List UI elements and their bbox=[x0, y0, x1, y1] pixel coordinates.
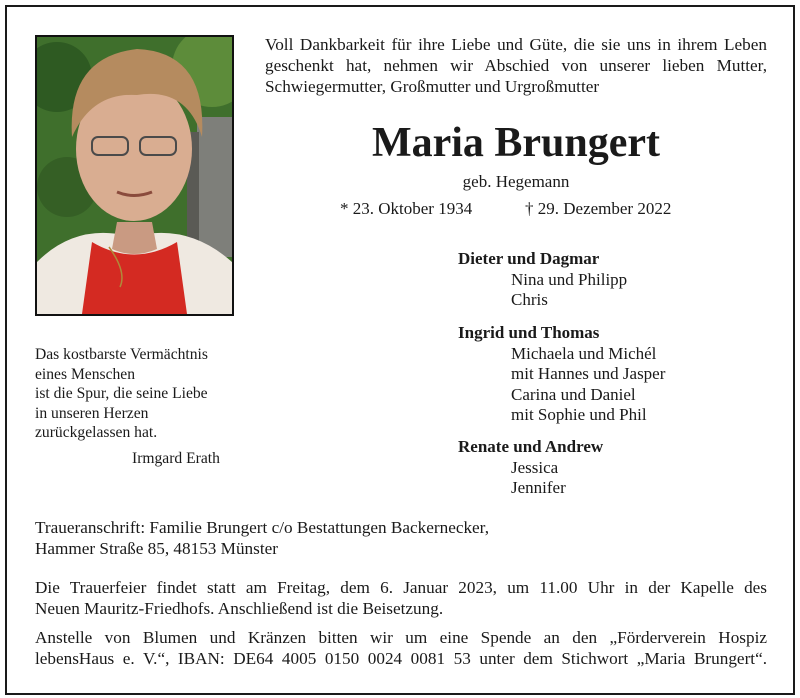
donation-info bbox=[35, 627, 767, 669]
portrait-photo bbox=[35, 35, 234, 316]
family-member: Jessica bbox=[511, 457, 559, 477]
family-member: Jennifer bbox=[511, 478, 566, 497]
address-line: Hammer Straße 85, 48153 Münster bbox=[35, 539, 278, 558]
mourning-address bbox=[35, 517, 767, 559]
family-group bbox=[458, 437, 603, 499]
family-member: Carina und Daniel bbox=[511, 384, 636, 404]
address-line: Traueranschrift: Familie Brungert c/o Bestattungen Backernecker, bbox=[35, 518, 489, 537]
ceremony-info bbox=[35, 577, 767, 619]
family-head: Dieter und Dagmar bbox=[458, 249, 600, 268]
deceased-name: Maria Brungert bbox=[371, 120, 661, 166]
family-member: Michaela und Michél bbox=[511, 343, 657, 363]
quote-line: in unseren Herzen bbox=[35, 404, 149, 422]
quote-line: ist die Spur, die seine Liebe bbox=[35, 385, 208, 402]
family-member: Chris bbox=[511, 290, 548, 309]
family-group bbox=[458, 323, 665, 426]
ceremony-line: Die Trauerfeier findet statt am Freitag, dem 6. Januar 2023, um 11.00 Uhr in der Kapelle des bbox=[35, 578, 767, 597]
donation-line: Anstelle von Blumen und Kränzen bitten wir um eine Spende an den „Förderverein Hospiz bbox=[35, 628, 767, 647]
family-member: mit Hannes und Jasper bbox=[511, 364, 666, 383]
memorial-quote bbox=[35, 345, 208, 443]
quote-line: eines Menschen bbox=[35, 365, 136, 383]
family-member: mit Sophie und Phil bbox=[511, 405, 647, 424]
intro-text: Voll Dankbarkeit für ihre Liebe und Güte, die sie uns in ihrem Leben geschenkt hat, nehmen wir Abschied von unserer lieben Mutter, Schwiegermutter, Großmutter und Urgroßmutter bbox=[265, 35, 767, 96]
quote-line: Das kostbarste Vermächtnis bbox=[35, 346, 208, 363]
quote-line: zurückgelassen hat. bbox=[35, 424, 158, 441]
family-group bbox=[458, 249, 627, 311]
donation-line: lebensHaus e. V.“, IBAN: DE64 4005 0150 0024 0081 53 unter dem Stichwort „Maria Brungert“. bbox=[35, 649, 767, 668]
ceremony-line: Neuen Mauritz-Friedhofs. Anschließend ist die Beisetzung. bbox=[35, 599, 444, 618]
birth-date: * 23. Oktober 1934 bbox=[340, 199, 473, 218]
family-member: Nina und Philipp bbox=[511, 269, 628, 289]
death-date: † 29. Dezember 2022 bbox=[525, 199, 672, 218]
quote-author: Irmgard Erath bbox=[132, 450, 220, 467]
maiden-name: geb. Hegemann bbox=[462, 172, 570, 191]
family-head: Ingrid und Thomas bbox=[458, 323, 600, 342]
family-head: Renate und Andrew bbox=[458, 437, 604, 456]
